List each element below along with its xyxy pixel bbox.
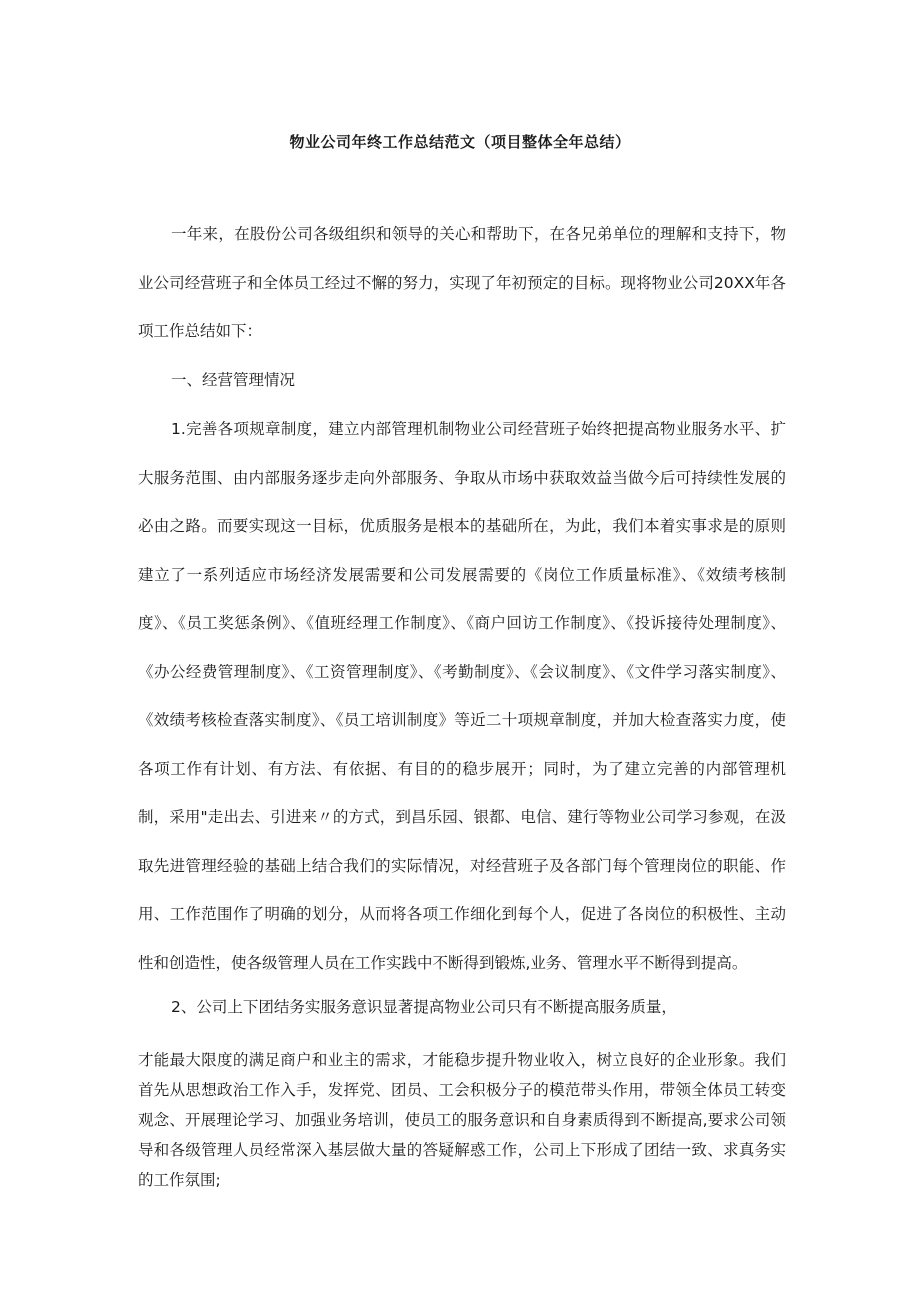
section-heading-operations: 一、经营管理情况	[171, 371, 296, 389]
item-2-heading: 2、公司上下团结务实服务意识显著提高物业公司只有不断提高服务质量，	[171, 998, 677, 1016]
item-1-paragraph: 1.完善各项规章制度，建立内部管理机制物业公司经营班子始终把提高物业服务水平、扩大服务范围、由内部服务逐步走向外部服务、争取从市场中获取效益当做今后可持续性发展的必由之路。而要实现这一目标，优质服务是根本的基础所在，为此，我们本着实事求是的原则建立了一系列适应市场经济发展需要和公司发展需要的《岗位工作质量标准》、《效绩考核制度》、《员工奖惩条例》、《值班经理工作制度》、《商户回访工作制度》、《投诉接待处理制度》、《办公经费管理制度》、《工资管理制度》、《考勤制度》、《会议制度》、《文件学习落实制度》、《效绩考核检查落实制度》、《员工培训制度》等近二十项规章制度，并加大检查落实力度，使各项工作有计划、有方法、有依据、有目的的稳步展开；同时，为了建立完善的内部管理机制，采用"走出去、引进来〃的方式，到昌乐园、银都、电信、建行等物业公司学习参观，在汲取先进管理经验的基础上结合我们的实际情况，对经营班子及各部门每个管理岗位的职能、作用、工作范围作了明确的划分，从而将各项工作细化到每个人，促进了各岗位的积极性、主动性和创造性，使各级管理人员在工作实践中不断得到锻炼,业务、管理水平不断得到提高。	[138, 420, 786, 972]
item-2-body: 才能最大限度的满足商户和业主的需求，才能稳步提升物业收入，树立良好的企业形象。我们首先从思想政治工作入手，发挥党、团员、工会积极分子的模范带头作用，带领全体员工转变观念、开展理论学习、加强业务培训，使员工的服务意识和自身素质得到不断提高,要求公司领导和各级管理人员经常深入基层做大量的答疑解惑工作，公司上下形成了团结一致、求真务实的工作氛围;	[138, 1051, 786, 1189]
intro-paragraph: 一年来，在股份公司各级组织和领导的关心和帮助下，在各兄弟单位的理解和支持下，物业公司经营班子和全体员工经过不懈的努力，实现了年初预定的目标。现将物业公司20XX年各项工作总结如下：	[138, 225, 786, 340]
document-title: 物业公司年终工作总结范文（项目整体全年总结）	[289, 133, 631, 151]
